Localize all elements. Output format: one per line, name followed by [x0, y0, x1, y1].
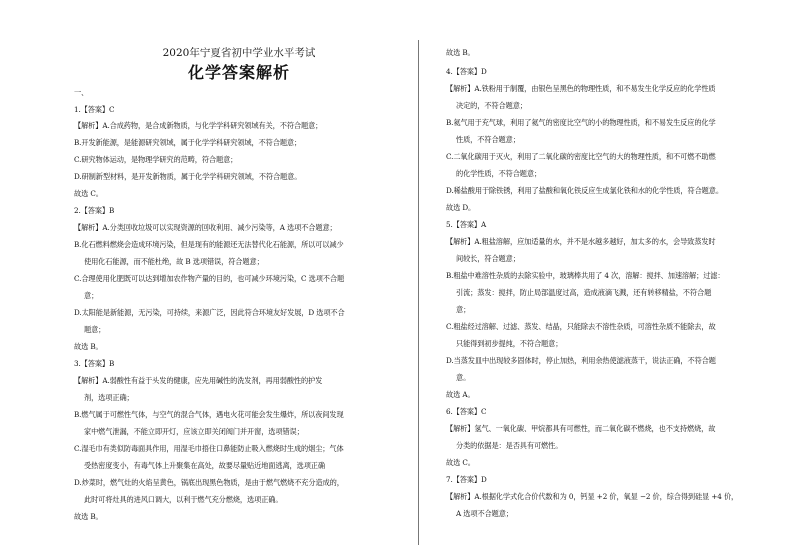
left-text-line: 受热密度变小，有毒气体上升聚集在高处，故要尽量贴近地面逃离，选项正确 — [84, 461, 325, 470]
right-text-line: C.二氧化碳用于灭火，利用了二氧化碳的密度比空气的大的物理性质，和不可燃不助燃 — [446, 152, 716, 161]
left-text-line: 意； — [84, 291, 99, 300]
left-text-line: 使用化石能源，而不能杜绝，故 B 选项错误，符合题意； — [84, 257, 264, 266]
right-text-line: 【解析】A.根据化学式化合价代数和为 0，钙显 +2 价，氧显 −2 价，综合得到硅显 +4 价， — [446, 492, 739, 501]
left-text-line: 【解析】A.分类回收垃圾可以实现资源的回收利用、减少污染等，A 选项不合题意； — [74, 223, 337, 232]
right-text-line: C.粗盐经过溶解、过滤、蒸发、结晶，只能除去不溶性杂质，可溶性杂质不能除去，故 — [446, 322, 716, 331]
right-text-line: D.当蒸发皿中出现较多固体时，停止加热，利用余热使滤液蒸干，说法正确，不符合题 — [446, 356, 716, 365]
left-text-line: 2.【答案】B — [74, 206, 115, 215]
left-text-line: C.湿毛巾有类似防毒面具作用，用湿毛巾捂住口鼻能防止吸入燃烧时生成的烟尘；气体 — [74, 444, 344, 453]
right-text-line: 意。 — [456, 373, 471, 382]
right-text-line: 故选 A。 — [446, 390, 475, 399]
left-text-line: B.开发新能源，是能源研究领域，属于化学学科研究领域，不符合题意； — [74, 138, 302, 147]
right-text-line: B.粗盐中难溶性杂质的去除实验中，玻璃棒共用了 4 次，溶解：搅拌、加速溶解；过滤： — [446, 271, 725, 280]
right-text-line: 故选 D。 — [446, 203, 476, 212]
right-text-line: 【解析】氢气、一氧化碳、甲烷都具有可燃性，而二氧化碳不燃烧，也不支持燃烧，故 — [446, 424, 716, 433]
right-text-line: 的化学性质，不符合题意； — [456, 169, 542, 178]
left-text-line: D.太阳能是新能源，无污染，可持续，来源广泛，因此符合环境友好发展，D 选项不合 — [74, 308, 345, 317]
right-text-line: A 选项不合题意； — [456, 509, 513, 518]
left-text-line: C.合理使用化肥既可以达到增加农作物产量的目的，也可减少环境污染，C 选项不合题 — [74, 274, 345, 283]
left-text-line: B.燃气属于可燃性气体，与空气的混合气体，遇电火花可能会发生爆炸，所以夜间发现 — [74, 410, 344, 419]
column-divider — [418, 40, 419, 545]
left-text-line: 故选 B。 — [74, 342, 103, 351]
document-heading: 化学答案解析 — [187, 63, 290, 82]
right-text-line: 故选 B。 — [446, 48, 475, 57]
left-text-line: D.研制新型材料，是开发新物质，属于化学学科研究领域，不符合题意。 — [74, 172, 302, 181]
left-text-line: 剂，选项正确； — [84, 393, 134, 402]
right-text-line: 决定的，不符合题意； — [456, 101, 527, 110]
left-text-line: C.研究物体运动，是物理学研究的范畴，符合题意； — [74, 155, 238, 164]
left-text-line: B.化石燃料燃烧会造成环境污染，但是现有的能源还无法替代化石能源，所以可以减少 — [74, 240, 344, 249]
right-text-line: 引流；蒸发：搅拌，防止局部温度过高，造成液滴飞溅，还有转移精盐，不符合题 — [456, 288, 712, 297]
left-text-line: 故选 B。 — [74, 512, 103, 521]
left-text-line: D.炒菜时，燃气灶的火焰呈黄色，锅底出现黑色物质，是由于燃气燃烧不充分造成的， — [74, 478, 344, 487]
right-text-line: D.稀盐酸用于除铁锈，利用了盐酸和氧化铁反应生成氯化铁和水的化学性质，符合题意。 — [446, 186, 723, 195]
right-text-line: 故选 C。 — [446, 458, 475, 467]
left-text-line: 一、 — [74, 88, 89, 97]
right-text-line: B.氦气用于充气球，利用了氦气的密度比空气的小的物理性质，和不易发生反应的化学 — [446, 118, 716, 127]
right-text-line: 5.【答案】A — [446, 220, 487, 229]
left-text-line: 此时可将灶具的进风口调大，以利于燃气充分燃烧，选项正确。 — [84, 495, 283, 504]
right-text-line: 意； — [456, 305, 471, 314]
right-text-line: 只能得到初步提纯，不符合题意； — [456, 339, 563, 348]
left-text-line: 家中燃气泄漏，不能立即开灯，应该立即关闭阀门并开窗，选项错误； — [84, 427, 304, 436]
left-text-line: 故选 C。 — [74, 189, 103, 198]
right-text-line: 【解析】A.粗盐溶解，应加适量的水，并不是水越多越好，加太多的水，会导致蒸发时 — [446, 237, 716, 246]
right-text-line: 【解析】A.铁粉用于制覆，由银色呈黑色的物理性质，和不易发生化学反应的化学性质 — [446, 84, 716, 93]
right-text-line: 6.【答案】C — [446, 407, 487, 416]
left-text-line: 3.【答案】B — [74, 359, 115, 368]
right-text-line: 7.【答案】D — [446, 475, 487, 484]
exam-title: 2020年宁夏省初中学业水平考试 — [162, 47, 316, 59]
left-text-line: 【解析】A.弱酸性有益于头发的健康，应先用碱性的洗发剂，再用弱酸性的护发 — [74, 376, 323, 385]
right-text-line: 分类的依据是：是否具有可燃性。 — [456, 441, 563, 450]
left-text-line: 1.【答案】C — [74, 105, 115, 114]
right-text-line: 4.【答案】D — [446, 67, 487, 76]
left-text-line: 题意； — [84, 325, 106, 334]
right-text-line: 间较长，符合题意； — [456, 254, 520, 263]
right-text-line: 性质，不符合题意； — [456, 135, 520, 144]
left-text-line: 【解析】A.合成药物，是合成新物质，与化学学科研究领域有关，不符合题意； — [74, 121, 323, 130]
